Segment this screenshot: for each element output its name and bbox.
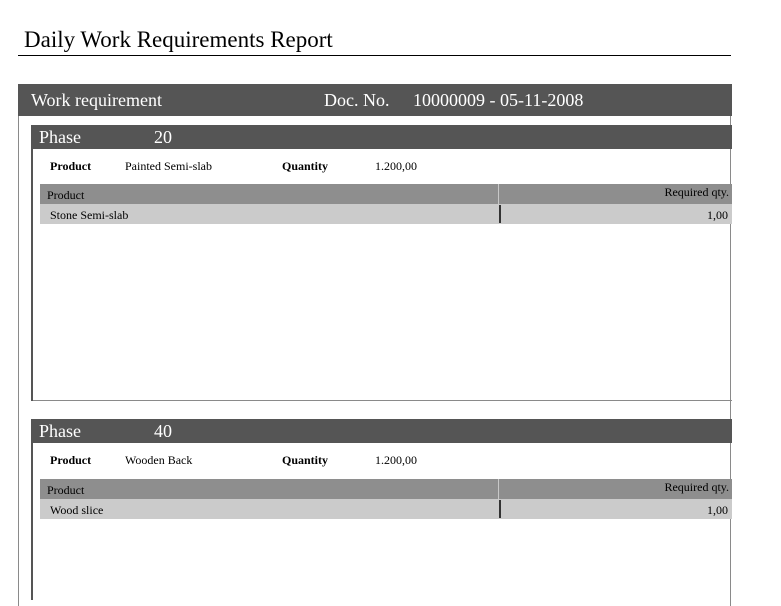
table-row [40, 204, 732, 224]
column-header-product: Product [47, 188, 85, 202]
phase-number: 40 [154, 421, 172, 441]
phase-header [33, 125, 732, 149]
phase-section [31, 419, 732, 600]
phase-header [33, 419, 732, 443]
row-required-qty: 1,00 [707, 503, 728, 517]
column-header-product: Product [47, 483, 85, 497]
quantity-value: 1.200,00 [375, 453, 417, 467]
quantity-label: Quantity [282, 453, 329, 467]
row-product: Stone Semi-slab [50, 208, 129, 222]
phase-label: Phase [39, 421, 81, 441]
table-row [40, 499, 732, 519]
column-header-required-qty: Required qty. [664, 185, 729, 199]
title-divider [18, 55, 731, 56]
column-divider [499, 205, 501, 223]
work-requirement-label: Work requirement [31, 90, 163, 110]
doc-number-label: Doc. No. [324, 90, 390, 110]
phase-bottom-border [33, 400, 732, 401]
phase-section [31, 125, 732, 401]
quantity-value: 1.200,00 [375, 159, 417, 173]
phase-number: 20 [154, 127, 172, 147]
product-value: Wooden Back [125, 453, 193, 467]
quantity-label: Quantity [282, 159, 329, 173]
table-header [40, 184, 732, 204]
phase-label: Phase [39, 127, 81, 147]
column-header-required-qty: Required qty. [664, 480, 729, 494]
product-label: Product [50, 159, 92, 173]
work-requirement-header [18, 84, 732, 116]
row-product: Wood slice [50, 503, 104, 517]
product-value: Painted Semi-slab [125, 159, 212, 173]
column-divider [499, 500, 501, 518]
column-divider [498, 479, 499, 499]
row-required-qty: 1,00 [707, 208, 728, 222]
column-divider [498, 184, 499, 204]
product-label: Product [50, 453, 92, 467]
report-title: Daily Work Requirements Report [24, 27, 333, 52]
table-header [40, 479, 732, 499]
doc-number-value: 10000009 - 05-11-2008 [413, 90, 584, 110]
